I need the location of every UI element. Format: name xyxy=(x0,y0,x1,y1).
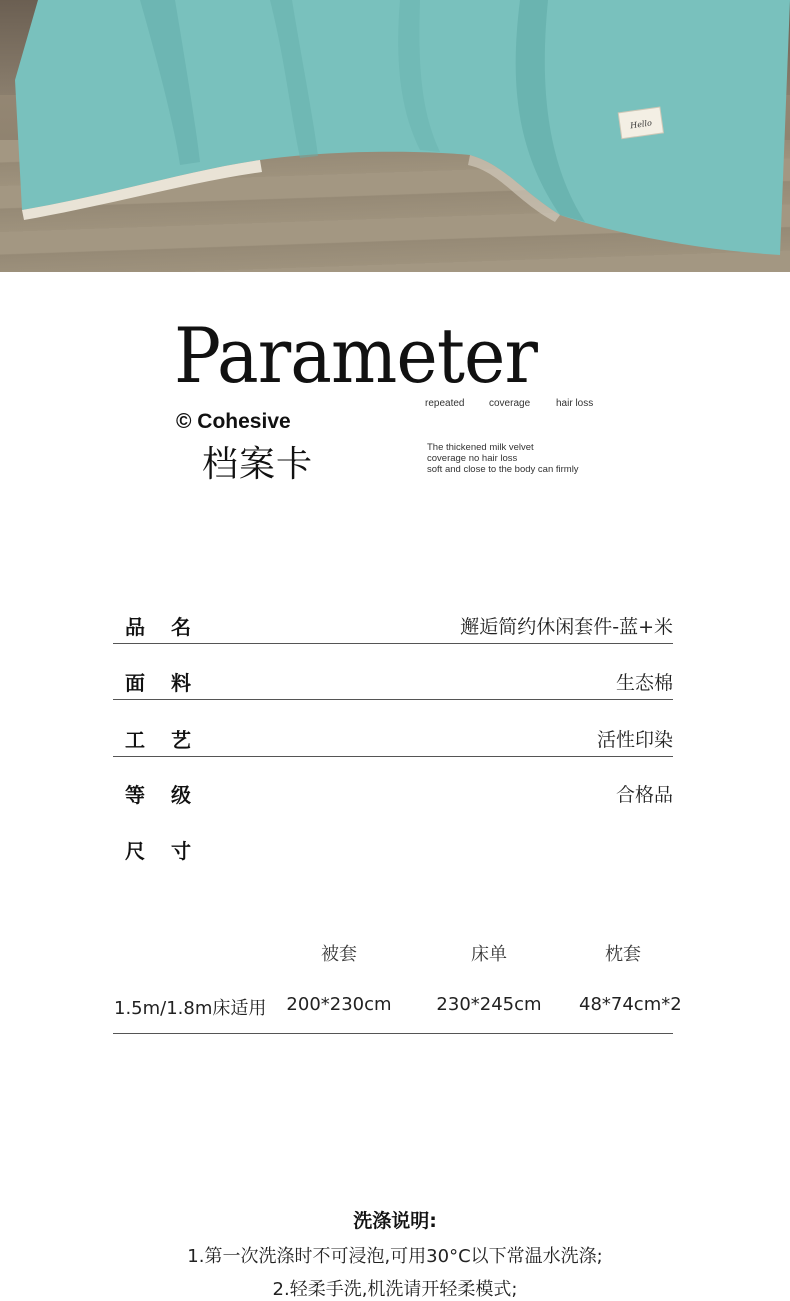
param-value: 活性印染 xyxy=(596,729,673,751)
param-value: 邂逅简约休闲套件-蓝+米 xyxy=(460,616,673,638)
tag-text: Hello xyxy=(629,118,653,131)
param-value: 生态棉 xyxy=(615,672,673,694)
subtitle-cn: 档案卡 xyxy=(202,444,314,485)
param-row-name xyxy=(113,603,673,644)
param-value: 合格品 xyxy=(615,784,673,806)
param-row-process xyxy=(113,716,673,757)
description-line: soft and close to the body can firmly xyxy=(427,464,579,475)
size-header-duvet: 被套 xyxy=(321,944,357,965)
description xyxy=(427,442,579,475)
size-value-duvet: 200*230cm xyxy=(286,994,392,1015)
param-key: 工艺 xyxy=(125,728,217,752)
care-line: 1.第一次洗涤时不可浸泡,可用30°C以下常温水洗涤; xyxy=(187,1246,603,1267)
product-photo xyxy=(0,0,790,272)
param-row-fabric xyxy=(113,659,673,700)
page-title: Parameter xyxy=(174,311,538,400)
size-header-pillowcase: 枕套 xyxy=(605,944,641,965)
care-line: 2.轻柔手洗,机洗请开轻柔模式; xyxy=(272,1279,518,1300)
description-line: The thickened milk velvet xyxy=(427,442,534,453)
care-title: 洗涤说明: xyxy=(353,1210,437,1232)
param-key: 等级 xyxy=(125,783,217,807)
tag-hair-loss: hair loss xyxy=(556,398,594,409)
tag-coverage: coverage xyxy=(489,398,531,409)
size-row-label: 1.5m/1.8m床适用 xyxy=(114,998,267,1019)
param-key: 品名 xyxy=(125,615,217,639)
description-line: coverage no hair loss xyxy=(427,453,518,464)
size-header-sheet: 床单 xyxy=(471,944,507,965)
brand-name: © Cohesive xyxy=(176,410,291,433)
fabric-tag xyxy=(618,107,663,139)
duvet-illustration xyxy=(0,0,790,272)
param-key: 面料 xyxy=(125,671,217,695)
param-row-grade xyxy=(113,771,673,811)
size-value-sheet: 230*245cm xyxy=(436,994,542,1015)
tag-repeated: repeated xyxy=(425,398,465,409)
param-key: 尺寸 xyxy=(125,839,217,863)
table-divider xyxy=(113,1033,673,1034)
size-value-pillowcase: 48*74cm*2 xyxy=(579,994,682,1015)
param-row-size xyxy=(113,827,673,867)
